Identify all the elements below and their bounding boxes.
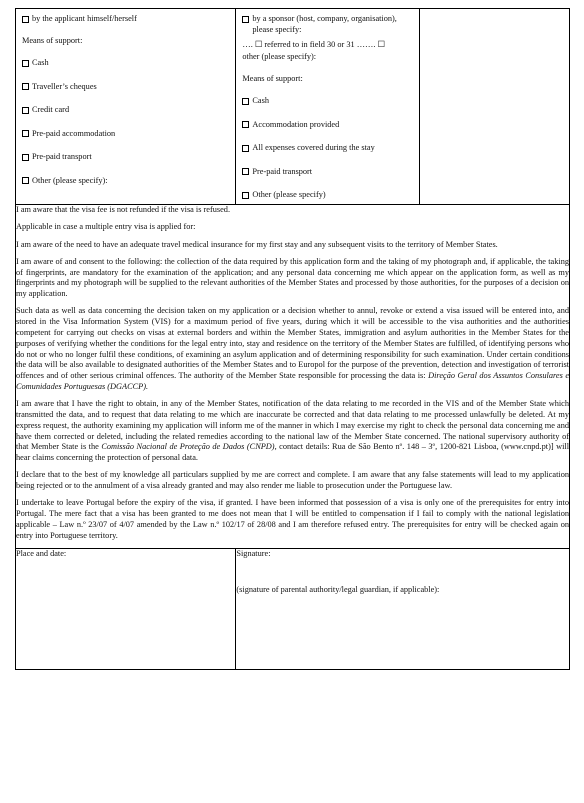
declaration-visa-fee: I am aware that the visa fee is not refunded if the visa is refused. <box>16 205 231 214</box>
declaration-multiple-entry: Applicable in case a multiple entry visa is applied for: <box>16 222 196 232</box>
checkbox[interactable] <box>22 16 29 23</box>
option-credit-card[interactable]: Credit card <box>22 105 229 129</box>
option-cash[interactable]: Cash <box>22 58 229 82</box>
guardian-signature-label: (signature of parental authority/legal guardian, if applicable): <box>236 584 440 594</box>
place-date-label: Place and date: <box>16 549 67 559</box>
checkbox[interactable] <box>242 145 249 152</box>
checkbox[interactable] <box>242 121 249 128</box>
signature-cell[interactable] <box>236 549 570 670</box>
option-prepaid-transport[interactable]: Pre-paid transport <box>22 152 229 176</box>
option-accommodation-provided[interactable]: Accommodation provided <box>242 120 412 144</box>
means-label: Means of support: <box>242 74 303 83</box>
declarations-row <box>16 205 570 549</box>
other-specify: other (please specify): <box>242 52 317 61</box>
option-other[interactable]: Other (please specify): <box>22 176 229 200</box>
checkbox[interactable] <box>242 98 249 105</box>
option-other[interactable]: Other (please specify) <box>242 190 412 204</box>
declaration-data-consent: I am aware of and consent to the following: the collection of the data required by this application form and the taking of my photograph and, if applicable, the taking of fingerprints, are mandatory for the examination of the application; and any personal data concerning me which appear on the application form, as well as my fingerprints and my photograph will be supplied to the relevant authorities of the Member States and processed by those authorities, for the purposes of a decision on my application. <box>16 256 569 299</box>
official-use-cell <box>419 9 569 205</box>
option-prepaid-accommodation[interactable]: Pre-paid accommodation <box>22 129 229 153</box>
signature-row <box>16 549 570 670</box>
declaration-correctness: I declare that to the best of my knowledge all particulars supplied by me are correct and complete. I am aware that any false statements will lead to my application being rejected or to the annulment of a visa already granted and may also render me liable to prosecution under the Portuguese law. <box>16 470 569 491</box>
declarations-cell <box>16 205 570 549</box>
means-label: Means of support: <box>22 36 83 45</box>
means-of-support-row <box>16 9 570 205</box>
option-cash[interactable]: Cash <box>242 96 412 120</box>
visa-form-page <box>15 8 570 670</box>
applicant-funding-cell <box>16 9 236 205</box>
checkbox[interactable] <box>22 177 29 184</box>
place-date-cell[interactable] <box>16 549 236 670</box>
form-table <box>15 8 570 670</box>
supervisory-authority: Comissão Nacional de Proteção de Dados (CNPD) <box>101 442 275 452</box>
checkbox[interactable] <box>242 192 249 199</box>
declaration-leave-portugal: I undertake to leave Portugal before the expiry of the visa, if granted. I have been informed that possession of a visa is only one of the prerequisites for entry into Portugal. The mere fact that a visa has been granted to me does not mean that I will be entitled to compensation if I fail to comply with the national legislation applicable – Law n.º 23/07 of 4/07 amended by the Law n.º 102/17 of 28/08 and I am therefore refused entry. The prerequisites for entry will be checked again on entry into Portuguese territory. <box>16 498 569 540</box>
checkbox[interactable] <box>22 130 29 137</box>
sponsor-funding-cell <box>236 9 419 205</box>
checkbox[interactable] <box>22 107 29 114</box>
applicant-self-option[interactable]: by the applicant himself/herself <box>22 14 229 36</box>
signature-label: Signature: <box>236 549 271 559</box>
declaration-insurance: I am aware of the need to have an adequate travel medical insurance for my first stay and any subsequent visits to the territory of Member States. <box>16 239 498 249</box>
checkbox[interactable] <box>22 60 29 67</box>
option-prepaid-transport[interactable]: Pre-paid transport <box>242 167 412 191</box>
option-travellers-cheques[interactable]: Traveller’s cheques <box>22 82 229 106</box>
checkbox[interactable] <box>22 83 29 90</box>
referred-field: …. ☐ referred to in field 30 or 31 ……. ☐ <box>242 40 385 49</box>
declaration-vis-storage: Such data as well as data concerning the decision taken on my application or a decision whether to annul, revoke or extend a visa issued will be entered into, and stored in the Visa Information System (VIS) for a maximum period of five years, during which it will be accessible to the visa authorities and the authorities competent for carrying out checks on visas at external borders and within the Member States, immigration and asylum authorities in the Member States for the purposes of verifying whether the conditions for the legal entry into, stay and residence on the territory of the Member States are fulfilled, of identifying persons who do not or who no longer fulfil these conditions, of examining an asylum application and of determining responsibility for such examination. Under certain conditions the data will be also available to designated authorities of the Member States and to Europol for the purpose of the prevention, detection and investigation of terrorist offences and of other serious criminal offences. The authority of the Member State responsible for processing the data is: Direção Geral dos Assuntos Consulares e Comunidades Portuguesas (DGACCP). <box>16 306 570 391</box>
checkbox[interactable] <box>242 16 249 23</box>
checkbox[interactable] <box>242 168 249 175</box>
option-all-expenses[interactable]: All expenses covered during the stay <box>242 143 412 167</box>
checkbox[interactable] <box>22 154 29 161</box>
responsible-authority: Direção Geral dos Assuntos Consulares e Comunidades Portuguesas (DGACCP). <box>16 371 570 391</box>
sponsor-option[interactable]: by a sponsor (host, company, organisation), please specify: <box>242 14 412 40</box>
declaration-data-rights: I am aware that I have the right to obtain, in any of the Member States, notification of the data relating to me recorded in the VIS and of the Member State which transmitted the data, and to request that data relating to me which are inaccurate be corrected and that data relating to me processed unlawfully be deleted. At my express request, the authority examining my application will inform me of the manner in which I may exercise my right to check the personal data concerning me and have them corrected or deleted, including the related remedies according to the national law of the Member State concerned. The national supervisory authority of that Member State is the Comissão Nacional de Proteção de Dados (CNPD), contact details: Rua de São Bento nº. 148 – 3º, 1200-821 Lisboa, (www.cnpd.pt)] will hear claims concerning the protection of personal data. <box>16 399 570 463</box>
